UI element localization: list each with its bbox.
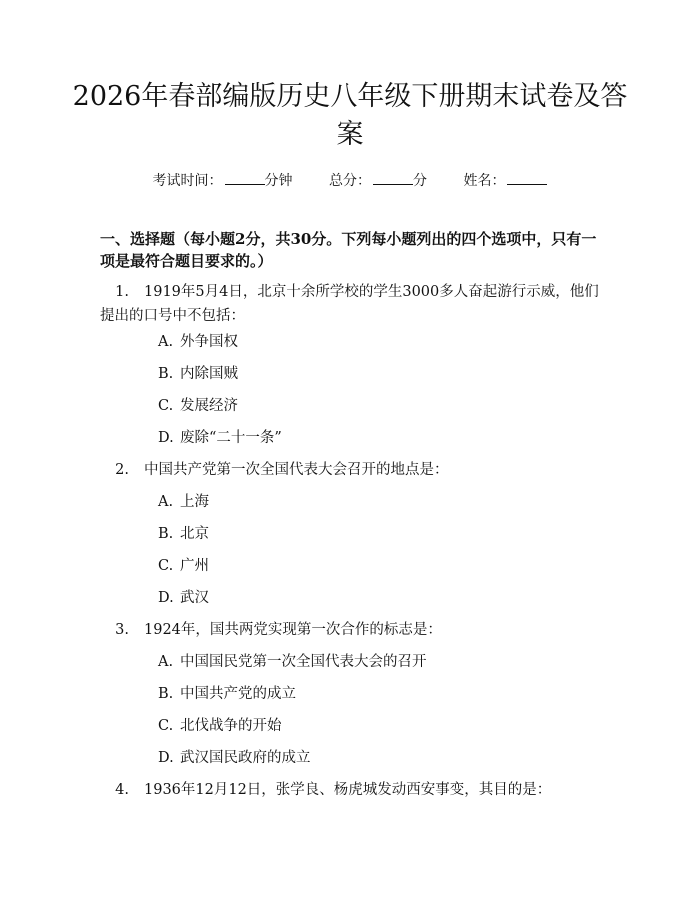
option-text: 内除国贼: [180, 366, 238, 382]
total-score-blank: [373, 172, 413, 185]
question-3: [100, 618, 610, 642]
question-2-option-b: [158, 524, 209, 544]
option-letter: B.: [158, 366, 174, 382]
name-blank: [507, 172, 547, 185]
total-score-unit: 分: [413, 173, 427, 189]
name-label: 姓名：: [463, 173, 506, 189]
question-1-option-b: [158, 364, 238, 384]
exam-time-unit: 分钟: [264, 173, 293, 189]
question-3-option-d: [158, 748, 311, 768]
option-letter: D.: [158, 430, 174, 446]
question-2: [100, 458, 610, 482]
question-1-option-c: [158, 396, 238, 416]
question-3-option-a: [158, 652, 427, 672]
name-field: [463, 170, 547, 190]
document-title: 2026年春部编版历史八年级下册期末试卷及答案: [72, 81, 628, 150]
total-score-label: 总分：: [329, 173, 371, 189]
question-3-option-c: [158, 716, 282, 736]
exam-meta-line: [0, 170, 700, 190]
option-letter: B.: [158, 686, 174, 702]
option-letter: C.: [158, 398, 174, 414]
total-score-field: [329, 170, 427, 190]
exam-time-label: 考试时间：: [152, 173, 223, 189]
option-text: 武汉国民政府的成立: [180, 750, 311, 766]
option-text: 北京: [180, 526, 209, 542]
question-stem: 1936年12月12日，张学良、杨虎城发动西安事变，其目的是：: [144, 782, 552, 798]
option-letter: A.: [158, 494, 174, 510]
question-number: 1.: [115, 284, 129, 300]
option-text: 中国共产党的成立: [180, 686, 296, 702]
question-1: [100, 280, 610, 328]
option-letter: D.: [158, 750, 174, 766]
option-letter: D.: [158, 590, 174, 606]
option-letter: B.: [158, 526, 174, 542]
option-text: 广州: [180, 558, 209, 574]
question-4: [100, 778, 610, 802]
question-2-option-d: [158, 588, 209, 608]
section-heading: 一、选择题（每小题2分，共30分。下列每小题列出的四个选项中，只有一项是最符合题目要求的。）: [100, 230, 597, 270]
question-2-option-c: [158, 556, 209, 576]
exam-time-field: [153, 170, 293, 190]
question-1-option-d: [158, 428, 282, 448]
question-number: 4.: [115, 782, 129, 798]
option-text: 北伐战争的开始: [180, 718, 282, 734]
question-stem: 中国共产党第一次全国代表大会召开的地点是：: [144, 462, 449, 478]
option-letter: A.: [158, 654, 174, 670]
option-text: 上海: [180, 494, 209, 510]
option-letter: C.: [158, 558, 174, 574]
question-1-option-a: [158, 332, 238, 352]
option-text: 武汉: [180, 590, 209, 606]
option-text: 发展经济: [180, 398, 238, 414]
option-text: 中国国民党第一次全国代表大会的召开: [180, 654, 427, 670]
question-number: 3.: [115, 622, 129, 638]
option-letter: A.: [158, 334, 174, 350]
option-text: 废除“二十一条”: [180, 430, 282, 446]
option-letter: C.: [158, 718, 174, 734]
question-2-option-a: [158, 492, 209, 512]
option-text: 外争国权: [180, 334, 238, 350]
question-number: 2.: [115, 462, 129, 478]
question-stem: 1919年5月4日，北京十余所学校的学生3000多人奋起游行示威，他们提出的口号中不包括：: [100, 284, 599, 324]
exam-time-blank: [225, 172, 265, 185]
question-3-option-b: [158, 684, 296, 704]
question-stem: 1924年，国共两党实现第一次合作的标志是：: [144, 622, 442, 638]
